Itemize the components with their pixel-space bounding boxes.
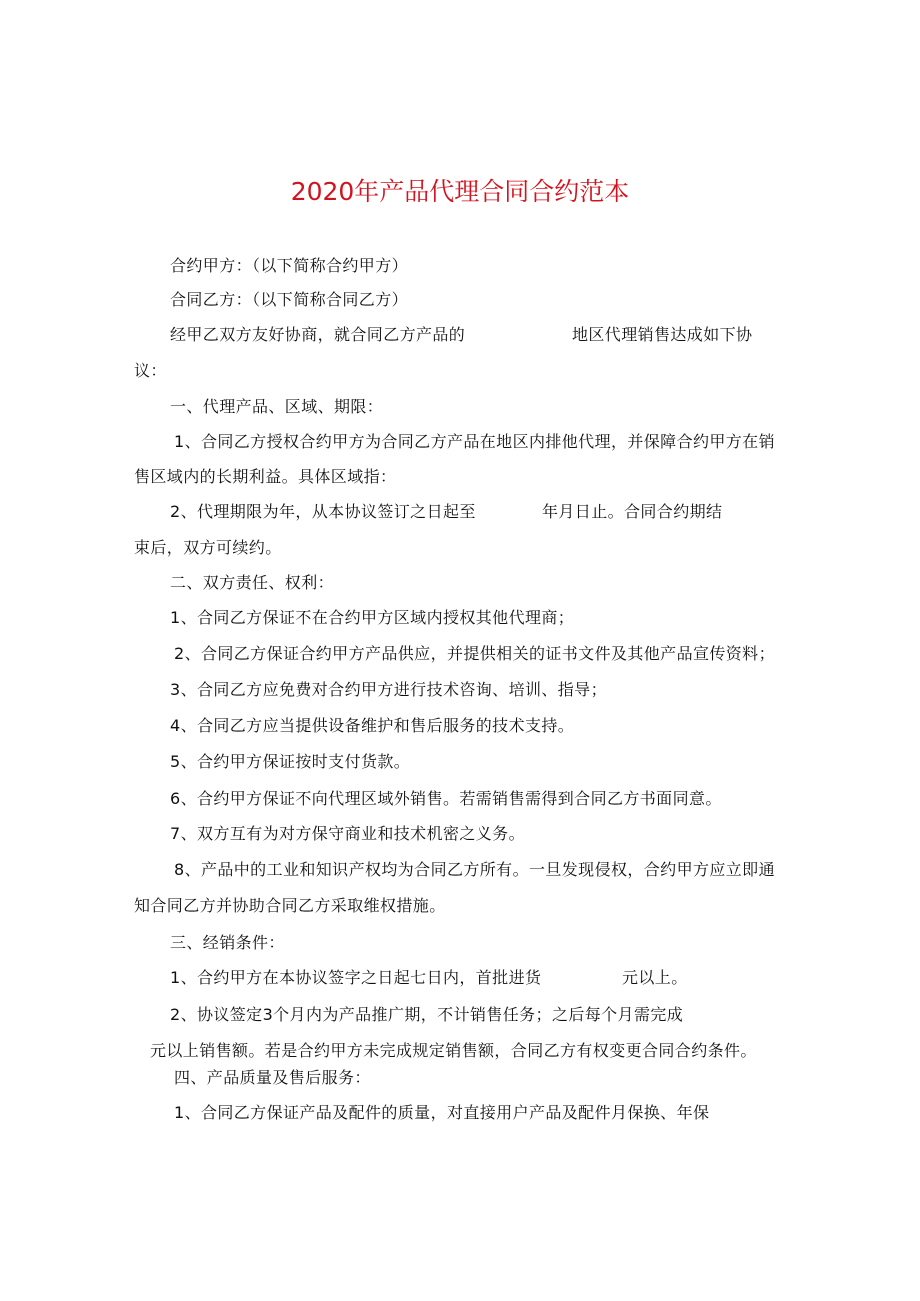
party-a-line: 合约甲方：（以下简称合约甲方）	[170, 256, 409, 275]
clause-line: 8、产品中的工业和知识产权均为合同乙方所有。一旦发现侵权，合约甲方应立即通	[174, 860, 775, 879]
clause-line: 元以上。	[622, 968, 688, 987]
clause-line: 5、合约甲方保证按时支付货款。	[170, 752, 411, 771]
preamble-line: 议：	[134, 361, 167, 380]
clause-line: 售区域内的长期利益。具体区域指：	[134, 467, 397, 486]
clause-line: 6、合约甲方保证不向代理区域外销售。若需销售需得到合同乙方书面同意。	[170, 789, 722, 808]
clause-line: 知合同乙方并协助合同乙方采取维权措施。	[134, 896, 446, 915]
clause-line: 2、合同乙方保证合约甲方产品供应，并提供相关的证书文件及其他产品宣传资料；	[174, 644, 775, 663]
clause-line: 2、代理期限为年，从本协议签订之日起至	[170, 502, 476, 521]
clause-line: 1、合同乙方保证产品及配件的质量，对直接用户产品及配件月保换、年保	[174, 1103, 710, 1122]
clause-line: 2、协议签定3个月内为产品推广期，不计销售任务；之后每个月需完成	[170, 1005, 684, 1024]
clause-line: 1、合约甲方在本协议签字之日起七日内，首批进货	[170, 968, 542, 987]
clause-line: 年月日止。合同合约期结	[542, 502, 723, 521]
preamble-line: 地区代理销售达成如下协	[572, 325, 753, 344]
clause-line: 束后，双方可续约。	[134, 538, 282, 557]
clause-line: 4、合同乙方应当提供设备维护和售后服务的技术支持。	[170, 716, 575, 735]
clause-line: 3、合同乙方应免费对合约甲方进行技术咨询、培训、指导；	[170, 680, 607, 699]
clause-line: 1、合同乙方保证不在合约甲方区域内授权其他代理商；	[170, 608, 575, 627]
clause-line: 元以上销售额。若是合约甲方未完成规定销售额，合同乙方有权变更合同合约条件。	[150, 1041, 757, 1060]
section-heading: 三、经销条件：	[170, 933, 285, 952]
document-title: 2020年产品代理合同合约范本	[290, 177, 630, 206]
section-heading: 四、产品质量及售后服务：	[174, 1068, 371, 1087]
section-heading: 二、双方责任、权利：	[170, 573, 335, 592]
clause-line: 1、合同乙方授权合约甲方为合同乙方产品在地区内排他代理，并保障合约甲方在销	[174, 432, 775, 451]
preamble-line: 经甲乙双方友好协商，就合同乙方产品的	[170, 325, 466, 344]
section-heading: 一、代理产品、区域、期限：	[170, 397, 384, 416]
party-b-line: 合同乙方：（以下简称合同乙方）	[170, 290, 409, 309]
clause-line: 7、双方互有为对方保守商业和技术机密之义务。	[170, 824, 525, 843]
